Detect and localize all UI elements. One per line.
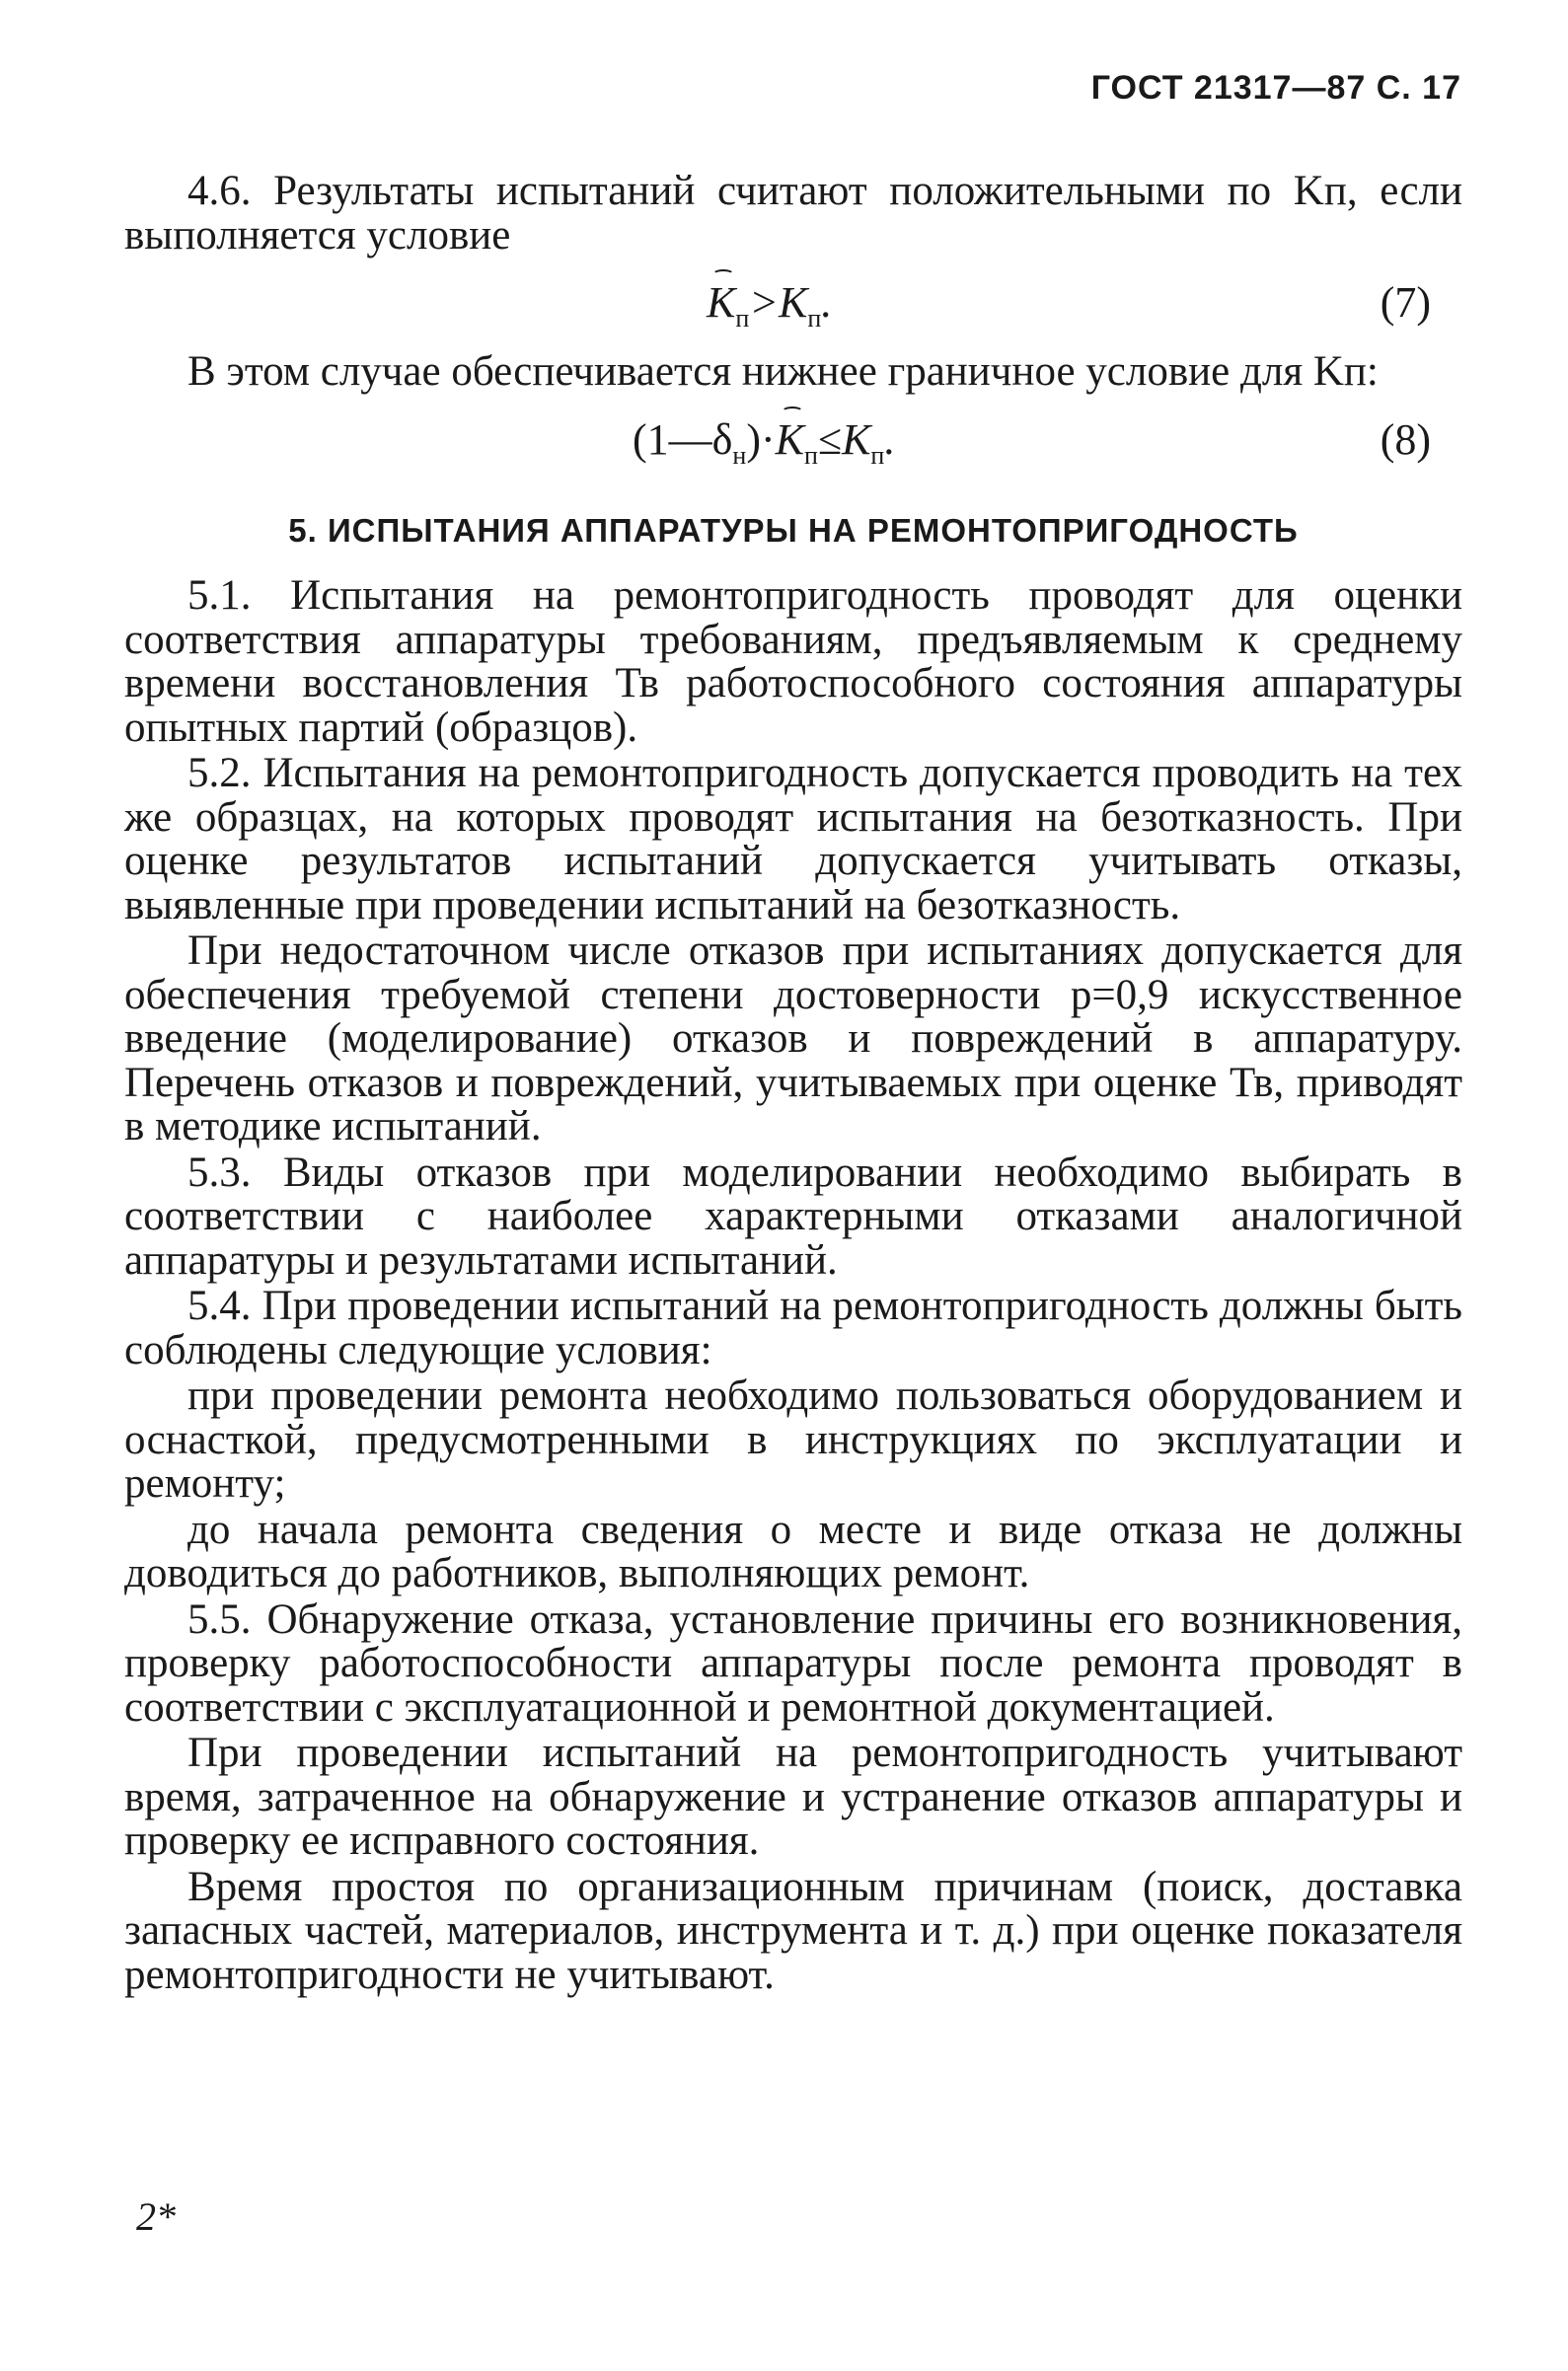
paragraph-5-5-c: Время простоя по организационным причинам (поиск, доставка запасных частей, материалов, инструмента и т. д.) при оценке показателя ремонтопригодности не учитывают. — [124, 1863, 1462, 1998]
signature-mark: 2* — [136, 2194, 176, 2239]
period: . — [884, 414, 896, 464]
paragraph-5-3: 5.3. Виды отказов при моделировании необходимо выбирать в соответствии с наиболее характерными отказами аналогичной аппаратуры и результатами испытаний. — [124, 1148, 1462, 1284]
paragraph-5-1: 5.1. Испытания на ремонтопригодность проводят для оценки соответствия аппаратуры требованиям, предъявляемым к среднему времени восстановления Тв работоспособного состояния аппаратуры опытных партий (образцов). — [124, 572, 1462, 751]
hat-k: K — [775, 414, 804, 464]
k-right: K — [842, 414, 871, 464]
k-right: K — [778, 278, 808, 327]
mid: )· — [746, 414, 776, 464]
paragraph-5-4: 5.4. При проведении испытаний на ремонтопригодность должны быть соблюдены следующие условия: — [124, 1283, 1462, 1373]
section-5-title: 5. ИСПЫТАНИЯ АППАРАТУРЫ НА РЕМОНТОПРИГОДНОСТЬ — [288, 511, 1299, 549]
paragraph-5-2-b: При недостаточном числе отказов при испытаниях допускается для обеспечения требуемой степени достоверности p=0,9 искусственное введение (моделирование) отказов и повреждений в аппаратуру. Перечень отказов и повреждений, учитываемых при оценке Тв, приводят в методике испытаний. — [124, 927, 1462, 1149]
page-header: ГОСТ 21317—87 С. 17 — [1090, 69, 1461, 107]
formula-8 — [124, 397, 1462, 487]
sub-p-2: п — [807, 303, 822, 333]
sub-n: н — [732, 440, 747, 470]
pre: (1—δ — [633, 414, 733, 464]
paragraph-5-4-b: до начала ремонта сведения о месте и виде отказа не должны доводиться до работников, выполняющих ремонт. — [124, 1506, 1462, 1596]
hat-k: K — [707, 278, 736, 327]
formula-7-expression — [707, 278, 833, 340]
paragraph-5-5: 5.5. Обнаружение отказа, установление причины его возникновения, проверку работоспособности аппаратуры после ремонта проводят в соответствии с эксплуатационной и ремонтной документацией. — [124, 1595, 1462, 1731]
document-body — [124, 170, 1462, 1999]
paragraph-case: В этом случае обеспечивается нижнее граничное условие для Kп: — [187, 348, 1379, 395]
formula-7 — [124, 259, 1462, 350]
paragraph-5-4-a: при проведении ремонта необходимо пользоваться оборудованием и оснасткой, предусмотренными в инструкциях по эксплуатации и ремонту; — [124, 1372, 1462, 1507]
op-le: ≤ — [817, 414, 843, 464]
period: . — [821, 278, 833, 327]
paragraph-5-2: 5.2. Испытания на ремонтопригодность допускается проводить на тех же образцах, на которых проводят испытания на безотказность. При оценке результатов испытаний допускается учитывать отказы, выявленные при проведении испытаний на безотказность. — [124, 750, 1462, 928]
op-gt: > — [749, 278, 779, 327]
sub-p-2: п — [870, 440, 885, 470]
paragraph-4-6: 4.6. Результаты испытаний считают положительными по Kп, если выполняется условие — [124, 168, 1462, 259]
formula-8-number: (8) — [1380, 414, 1431, 464]
sub-p: п — [735, 303, 750, 333]
formula-7-number: (7) — [1380, 278, 1431, 327]
formula-8-expression — [633, 414, 896, 478]
sub-p: п — [803, 440, 818, 470]
paragraph-5-5-b: При проведении испытаний на ремонтопригодность учитывают время, затраченное на обнаружение и устранение отказов аппаратуры и проверку ее исправного состояния. — [124, 1730, 1462, 1864]
